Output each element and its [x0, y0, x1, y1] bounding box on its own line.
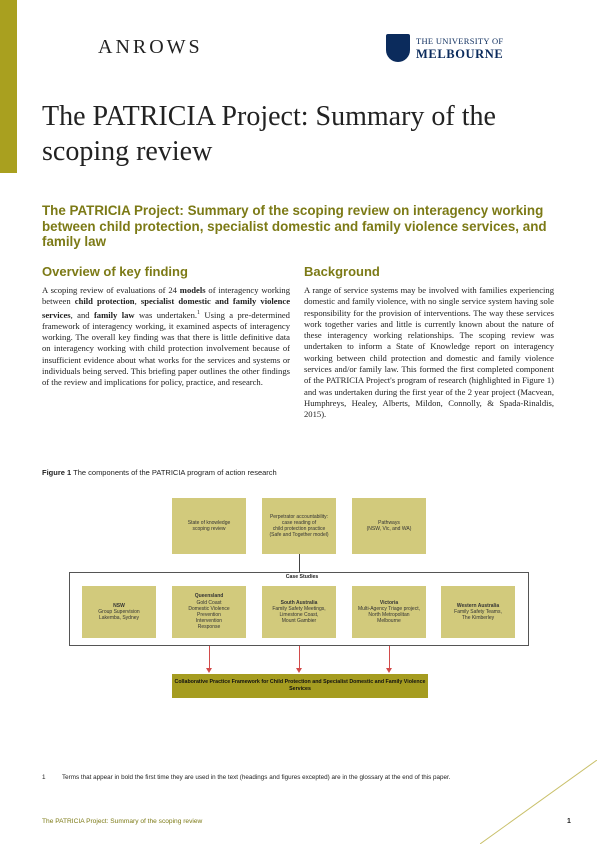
arrow-line: [389, 646, 390, 669]
university-logo-name: MELBOURNE: [416, 47, 504, 61]
background-heading: Background: [304, 264, 380, 279]
arrow-head-icon: [206, 668, 212, 673]
framework-box: Collaborative Practice Framework for Child Protection and Specialist Domestic and Family Violence Services: [172, 674, 428, 698]
page-number: 1: [567, 818, 571, 825]
university-crest-icon: [386, 34, 410, 62]
case-box-western-australia: Western Australia Family Safety Teams, The Kimberley: [441, 586, 515, 638]
arrow-head-icon: [296, 668, 302, 673]
overview-paragraph: A scoping review of evaluations of 24 models of interagency working between child protection, specialist domestic and family violence services, and family law was undertaken.$^1$ Using a pre-determined framework of interagency working, it examined aspects of interagency working. The overall key finding was that there is little definitive data on interagency working with child protection involvement because of insufficient evidence about what works for the services and systems or individuals being served. This briefing paper outlines the other findings of the review and implications for policy, practice, and research.: [42, 285, 291, 388]
case-box-queensland: Queensland Gold Coast Domestic Violence Prevention Intervention Response: [172, 586, 246, 638]
page-title: The PATRICIA Project: Summary of the scoping review: [42, 101, 496, 167]
case-box-nsw: NSW Group Supervision Lakemba, Sydney: [82, 586, 156, 638]
decorative-corner-line: [480, 760, 597, 844]
background-paragraph: A range of service systems may be involved with families experiencing domestic and family violence, with no single service system having sole responsibility for the provision of interventions. The way these services work together varies and little is currently known about the nature of these interagency working relationships. The scoping review was undertaken to inform a State of Knowledge report on interagency working between child protection and domestic and family violence services and/or family law. This formed the first completed component of the PATRICIA Project's program of research (highlighted in Figure 1) and was undertaken during the first year of the 2 year project (Macvean, Humphreys, Healey, Alberts, Mildon, Connolly, & Spada-Rinaldis, 2015).: [304, 285, 554, 420]
arrow-line: [209, 646, 210, 669]
top-box-state-of-knowledge: State of knowledge scoping review: [172, 498, 246, 554]
anrows-logo: ANROWS: [98, 36, 203, 58]
case-box-south-australia: South Australia Family Safety Meetings, Limestone Coast, Mount Gambier: [262, 586, 336, 638]
accent-bar: [0, 0, 17, 173]
running-footer-title: The PATRICIA Project: Summary of the scoping review: [42, 818, 203, 825]
connector-line: [299, 554, 300, 572]
page-subtitle: The PATRICIA Project: Summary of the scoping review on interagency working between child protection, specialist domestic and family violence services, and family law: [42, 203, 547, 249]
university-logo-small: THE UNIVERSITY OF: [416, 36, 504, 46]
arrow-line: [299, 646, 300, 669]
case-box-victoria: Victoria Multi-Agency Triage project, North Metropolitan Melbourne: [352, 586, 426, 638]
footnote-ref: 1: [197, 309, 201, 316]
figure-caption: Figure 1 The components of the PATRICIA program of action research: [42, 468, 277, 477]
overview-heading: Overview of key finding: [42, 264, 188, 279]
footnote: 1 Terms that appear in bold the first time they are used in the text (headings and figures excepted) are in the glossary at the end of this paper.: [42, 774, 451, 781]
top-box-pathways: Pathways (NSW, Vic, and WA): [352, 498, 426, 554]
case-studies-label: Case Studies: [285, 574, 319, 580]
top-box-perpetrator-accountability: Perpetrator accountability: case reading of child protection practice (Safe and Together model): [262, 498, 336, 554]
arrow-head-icon: [386, 668, 392, 673]
